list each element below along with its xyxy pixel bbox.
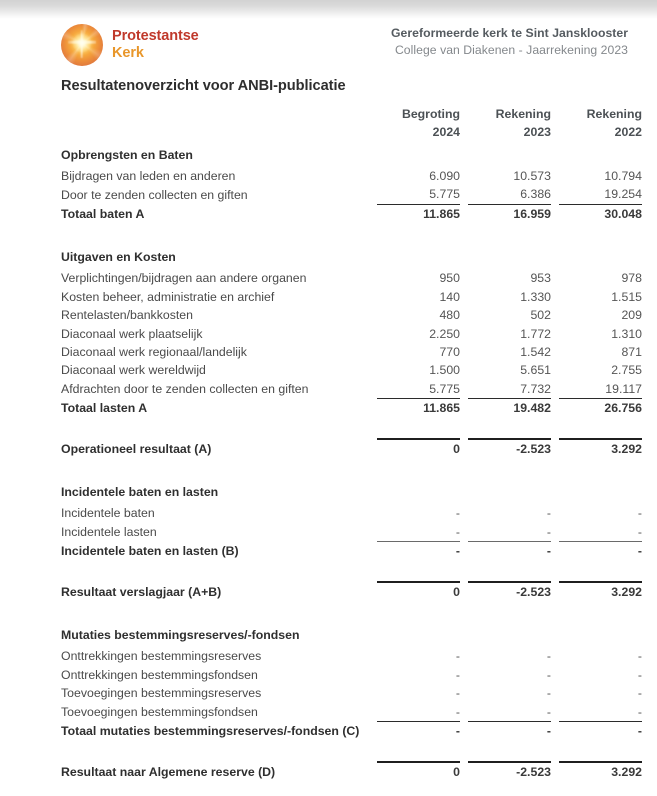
row-value-col-2: 19.254 — [604, 187, 642, 202]
row-value-col-1 — [468, 419, 551, 439]
column-gap — [551, 361, 559, 379]
row-value-col-1 — [468, 243, 551, 269]
row-value-col-2 — [559, 562, 642, 582]
row-value-col-2 — [559, 459, 642, 478]
column-gap — [460, 523, 468, 542]
row-value-col-0: 770 — [439, 345, 460, 360]
column-gap — [551, 343, 559, 361]
row-label — [61, 459, 377, 478]
row-value-col-1: 5.651 — [520, 363, 551, 378]
column-gap — [460, 478, 468, 504]
row-label: Uitgaven en Kosten — [61, 250, 176, 265]
row-value-col-1: - — [546, 524, 551, 539]
column-gap — [460, 542, 468, 562]
column-header-1-bottom: 2023 — [523, 124, 551, 139]
table-row — [61, 523, 642, 542]
row-label: Operationeel resultaat (A) — [61, 441, 212, 456]
row-value-col-1: -2.523 — [468, 762, 551, 783]
row-label: Mutaties bestemmingsreserves/-fondsen — [61, 628, 300, 643]
table-row — [61, 306, 642, 324]
table-result-row — [61, 439, 642, 460]
row-value-col-0: 11.865 — [377, 204, 460, 224]
table-section-row — [61, 621, 642, 647]
row-value-col-1: 1.542 — [520, 345, 551, 360]
row-value-col-2: - — [637, 649, 642, 664]
row-value-col-0 — [377, 562, 460, 582]
row-value-col-0 — [377, 478, 460, 504]
row-label — [61, 602, 377, 621]
row-value-col-0: 1.500 — [429, 363, 460, 378]
column-gap — [460, 204, 468, 224]
row-label: Totaal mutaties bestemmingsreserves/-fondsen (C) — [61, 724, 360, 739]
column-gap — [551, 224, 559, 243]
column-gap — [551, 306, 559, 324]
row-value-col-2: 30.048 — [559, 204, 642, 224]
column-gap — [551, 185, 559, 204]
column-gap — [460, 185, 468, 204]
column-gap — [551, 325, 559, 343]
column-gap — [460, 361, 468, 379]
row-value-col-0: 140 — [439, 289, 460, 304]
row-label: Incidentele baten en lasten — [61, 485, 219, 500]
table-spacer-row — [61, 419, 642, 439]
row-label: Onttrekkingen bestemmingsreserves — [61, 649, 262, 664]
table-spacer-row — [61, 742, 642, 762]
row-value-col-2: 978 — [621, 271, 642, 286]
row-value-col-2: 3.292 — [559, 439, 642, 460]
row-value-col-1 — [468, 224, 551, 243]
table-row — [61, 185, 642, 204]
row-value-col-1: - — [468, 722, 551, 742]
column-gap — [551, 703, 559, 722]
column-gap — [551, 204, 559, 224]
row-value-col-0: 6.090 — [429, 169, 460, 183]
column-gap — [460, 504, 468, 522]
column-gap — [460, 439, 468, 460]
table-result-row — [61, 762, 642, 783]
row-label: Totaal baten A — [61, 206, 145, 221]
column-header-0-bottom: 2024 — [432, 124, 460, 139]
table-row — [61, 666, 642, 684]
organisation-block — [391, 25, 628, 60]
table-row — [61, 504, 642, 522]
brand-logo — [61, 24, 199, 66]
row-label: Rentelasten/bankkosten — [61, 308, 193, 323]
row-value-col-2: - — [559, 722, 642, 742]
row-label — [61, 419, 377, 439]
column-gap — [551, 459, 559, 478]
column-gap — [460, 380, 468, 399]
row-value-col-1: 953 — [530, 271, 551, 286]
column-gap — [460, 306, 468, 324]
results-table — [61, 106, 642, 782]
row-value-col-2: 871 — [621, 345, 642, 360]
column-gap — [460, 647, 468, 665]
table-header — [61, 106, 642, 141]
row-value-col-2 — [559, 621, 642, 647]
row-value-col-2: 3.292 — [559, 582, 642, 603]
row-label: Totaal lasten A — [61, 401, 148, 416]
column-gap — [551, 762, 559, 783]
column-gap — [551, 523, 559, 542]
row-value-col-1: 7.732 — [520, 381, 551, 396]
row-value-col-1 — [468, 621, 551, 647]
row-value-col-1: 10.573 — [513, 169, 551, 183]
row-value-col-1: - — [546, 649, 551, 664]
row-label: Resultaat naar Algemene reserve (D) — [61, 764, 276, 779]
row-value-col-2 — [559, 742, 642, 762]
column-gap — [551, 542, 559, 562]
row-value-col-2: - — [559, 542, 642, 562]
column-gap — [551, 288, 559, 306]
table-total-row — [61, 542, 642, 562]
row-value-col-1: - — [546, 704, 551, 719]
row-value-col-1: -2.523 — [468, 439, 551, 460]
row-value-col-2 — [559, 602, 642, 621]
table-row — [61, 343, 642, 361]
column-gap — [460, 399, 468, 419]
row-value-col-0: 480 — [439, 308, 460, 323]
row-value-col-1: - — [468, 542, 551, 562]
organisation-name: Gereformeerde kerk te Sint Jansklooster — [391, 26, 628, 40]
row-value-col-0: 2.250 — [429, 326, 460, 341]
row-label — [61, 742, 377, 762]
column-gap — [551, 269, 559, 287]
table-total-row — [61, 722, 642, 742]
brand-line-2: Kerk — [112, 44, 144, 61]
column-gap — [460, 167, 468, 185]
row-value-col-2: - — [637, 667, 642, 682]
row-label: Bijdragen van leden en anderen — [61, 169, 236, 183]
column-gap — [551, 602, 559, 621]
row-value-col-0: - — [455, 524, 460, 539]
table-header-row-top — [61, 106, 642, 124]
column-gap — [551, 562, 559, 582]
table-total-row — [61, 204, 642, 224]
row-value-col-0 — [377, 742, 460, 762]
row-value-col-0: 0 — [377, 762, 460, 783]
brand-wordmark — [112, 28, 199, 61]
column-header-2-bottom: 2022 — [614, 124, 642, 139]
column-gap — [551, 666, 559, 684]
row-value-col-2: 26.756 — [559, 399, 642, 419]
row-label — [61, 224, 377, 243]
column-gap — [460, 141, 468, 167]
table-row — [61, 703, 642, 722]
row-value-col-1 — [468, 141, 551, 167]
row-value-col-0: - — [455, 649, 460, 664]
row-value-col-2 — [559, 224, 642, 243]
row-label: Toevoegingen bestemmingsreserves — [61, 686, 262, 701]
row-label: Resultaat verslagjaar (A+B) — [61, 584, 222, 599]
row-value-col-2: - — [637, 524, 642, 539]
row-value-col-1 — [468, 478, 551, 504]
table-body — [61, 141, 642, 782]
column-gap — [460, 269, 468, 287]
row-value-col-0: 5.775 — [429, 187, 460, 202]
row-value-col-0: - — [455, 506, 460, 521]
table-row — [61, 288, 642, 306]
column-gap — [460, 621, 468, 647]
column-gap — [460, 582, 468, 603]
row-label — [61, 562, 377, 582]
table-row — [61, 684, 642, 702]
table-spacer-row — [61, 224, 642, 243]
organisation-subtitle: College van Diakenen - Jaarrekening 2023 — [394, 43, 628, 58]
column-gap — [460, 762, 468, 783]
row-label: Onttrekkingen bestemmingsfondsen — [61, 667, 258, 682]
row-value-col-0 — [377, 224, 460, 243]
row-value-col-2 — [559, 478, 642, 504]
row-value-col-0 — [377, 602, 460, 621]
row-label: Opbrengsten en Baten — [61, 148, 193, 162]
document-header — [0, 22, 657, 70]
table-row — [61, 269, 642, 287]
row-value-col-0 — [377, 621, 460, 647]
row-value-col-1: 6.386 — [520, 187, 551, 202]
table-row — [61, 647, 642, 665]
table-row — [61, 167, 642, 185]
column-gap — [460, 562, 468, 582]
row-label: Diaconaal werk wereldwijd — [61, 363, 206, 378]
column-gap — [551, 141, 559, 167]
column-gap — [551, 439, 559, 460]
row-value-col-2: 10.794 — [604, 169, 642, 183]
pkn-sun-cross-logo-icon — [61, 24, 103, 66]
row-label: Incidentele baten — [61, 506, 155, 521]
column-gap — [551, 380, 559, 399]
row-label: Verplichtingen/bijdragen aan andere organen — [61, 271, 307, 286]
row-value-col-2: - — [637, 686, 642, 701]
row-value-col-2: 1.515 — [611, 289, 642, 304]
row-value-col-1: 1.772 — [520, 326, 551, 341]
row-value-col-2: 2.755 — [611, 363, 642, 378]
column-gap — [551, 243, 559, 269]
column-gap — [551, 621, 559, 647]
row-value-col-0: - — [377, 722, 460, 742]
row-value-col-2: - — [637, 704, 642, 719]
row-label: Diaconaal werk plaatselijk — [61, 326, 203, 341]
table-section-row — [61, 243, 642, 269]
row-value-col-2: - — [637, 506, 642, 521]
row-value-col-0: 950 — [439, 271, 460, 286]
column-gap — [551, 582, 559, 603]
row-value-col-0 — [377, 141, 460, 167]
column-gap — [460, 243, 468, 269]
row-value-col-2: 3.292 — [559, 762, 642, 783]
table-result-row — [61, 582, 642, 603]
results-sheet — [61, 106, 642, 782]
row-value-col-0: 0 — [377, 439, 460, 460]
column-gap — [551, 742, 559, 762]
page-title: Resultatenoverzicht voor ANBI-publicatie — [61, 78, 346, 94]
row-value-col-1: 19.482 — [468, 399, 551, 419]
column-gap — [460, 703, 468, 722]
column-header-0-top: Begroting — [401, 107, 460, 121]
row-value-col-1: - — [546, 667, 551, 682]
column-gap — [460, 459, 468, 478]
column-gap — [460, 288, 468, 306]
row-label: Diaconaal werk regionaal/landelijk — [61, 345, 247, 360]
column-gap — [460, 419, 468, 439]
row-value-col-1 — [468, 602, 551, 621]
table-total-row — [61, 399, 642, 419]
row-value-col-0: 0 — [377, 582, 460, 603]
row-value-col-2 — [559, 243, 642, 269]
row-value-col-1: 502 — [530, 308, 551, 323]
row-label: Door te zenden collecten en giften — [61, 187, 248, 202]
row-value-col-1 — [468, 742, 551, 762]
column-gap — [460, 742, 468, 762]
row-value-col-0 — [377, 243, 460, 269]
column-gap — [551, 647, 559, 665]
column-gap — [460, 224, 468, 243]
row-value-col-0: 11.865 — [377, 399, 460, 419]
column-gap — [460, 325, 468, 343]
column-gap — [551, 478, 559, 504]
row-value-col-1: - — [546, 506, 551, 521]
row-value-col-1: -2.523 — [468, 582, 551, 603]
table-row — [61, 325, 642, 343]
table-spacer-row — [61, 459, 642, 478]
row-value-col-1: - — [546, 686, 551, 701]
column-gap — [551, 399, 559, 419]
row-value-col-2: 19.117 — [605, 381, 642, 396]
row-value-col-0: - — [377, 542, 460, 562]
table-spacer-row — [61, 602, 642, 621]
column-gap — [551, 684, 559, 702]
row-value-col-0 — [377, 459, 460, 478]
brand-line-1: Protestantse — [112, 28, 199, 45]
column-gap — [551, 167, 559, 185]
column-gap — [551, 504, 559, 522]
column-gap — [551, 419, 559, 439]
row-label: Toevoegingen bestemmingsfondsen — [61, 705, 258, 720]
table-header-row-bottom — [61, 124, 642, 142]
row-value-col-2 — [559, 141, 642, 167]
row-label: Kosten beheer, administratie en archief — [61, 289, 275, 304]
row-value-col-1: 16.959 — [468, 204, 551, 224]
table-section-row — [61, 478, 642, 504]
column-gap — [460, 666, 468, 684]
row-value-col-0: - — [455, 686, 460, 701]
row-value-col-1 — [468, 459, 551, 478]
row-value-col-2: 1.310 — [611, 326, 642, 341]
row-value-col-0: 5.775 — [429, 381, 460, 396]
table-row — [61, 380, 642, 399]
column-gap — [460, 343, 468, 361]
row-label: Incidentele baten en lasten (B) — [61, 544, 239, 559]
table-section-row — [61, 141, 642, 167]
row-label: Incidentele lasten — [61, 525, 157, 540]
table-spacer-row — [61, 562, 642, 582]
column-gap — [460, 602, 468, 621]
row-label: Afdrachten door te zenden collecten en giften — [61, 382, 309, 397]
column-gap — [551, 722, 559, 742]
row-value-col-0: - — [455, 667, 460, 682]
row-value-col-2: 209 — [621, 308, 642, 323]
column-gap — [460, 684, 468, 702]
row-value-col-1 — [468, 562, 551, 582]
row-value-col-0: - — [455, 704, 460, 719]
row-value-col-1: 1.330 — [520, 289, 551, 304]
column-header-2-top: Rekening — [586, 107, 642, 121]
column-gap — [460, 722, 468, 742]
row-value-col-0 — [377, 419, 460, 439]
column-header-1-top: Rekening — [495, 107, 551, 121]
table-row — [61, 361, 642, 379]
row-value-col-2 — [559, 419, 642, 439]
